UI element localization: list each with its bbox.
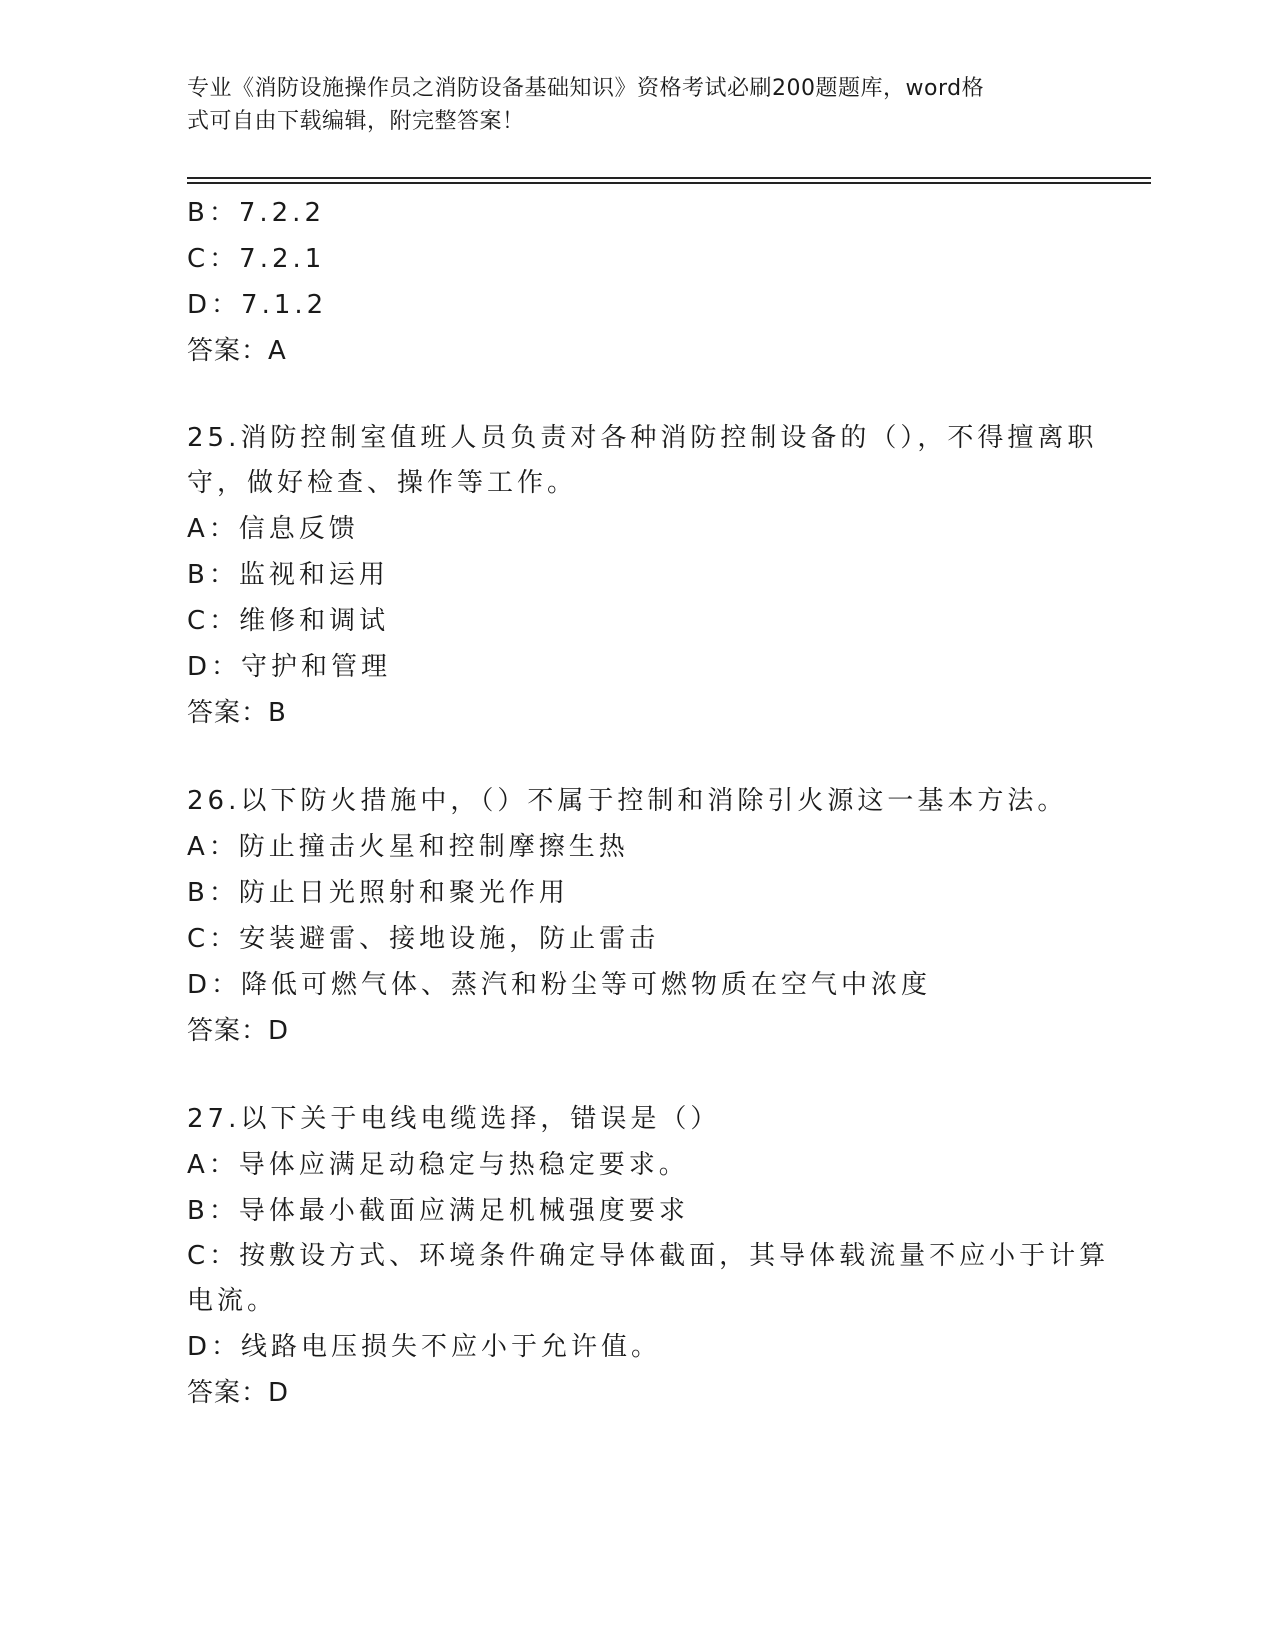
- question-stem: 26.以下防火措施中，（）不属于控制和消除引火源这一基本方法。: [187, 786, 1068, 816]
- option-d: D：7.1.2: [187, 290, 328, 320]
- header-line-1: 专业《消防设施操作员之消防设备基础知识》资格考试必刷200题题库，word格: [187, 76, 985, 101]
- question-25: [187, 416, 1098, 736]
- option-c: C：安装避雷、接地设施，防止雷击: [187, 924, 660, 954]
- option-c: C：按敷设方式、环境条件确定导体截面，其导体载流量不应小于计算: [187, 1241, 1110, 1271]
- spacer: [187, 1054, 1087, 1096]
- answer-line: 答案：B: [187, 698, 287, 728]
- option-b: B：防止日光照射和聚光作用: [187, 878, 569, 908]
- header-divider-top: [187, 177, 1151, 179]
- option-d: D：守护和管理: [187, 652, 392, 682]
- answer-line: 答案：D: [187, 1378, 290, 1408]
- prev-question-block: [187, 190, 1087, 374]
- option-c: C：7.2.1: [187, 244, 326, 274]
- question-stem: 25.消防控制室值班人员负责对各种消防控制设备的（），不得擅离职: [187, 423, 1098, 453]
- option-a: A：信息反馈: [187, 514, 359, 544]
- spacer: [187, 736, 1087, 778]
- question-27: [187, 1096, 1110, 1416]
- option-d: D：降低可燃气体、蒸汽和粉尘等可燃物质在空气中浓度: [187, 970, 932, 1000]
- option-c: C：维修和调试: [187, 606, 390, 636]
- answer-line: 答案：A: [187, 336, 287, 366]
- document-header: [187, 72, 1067, 138]
- header-line-2: 式可自由下载编辑，附完整答案！: [187, 109, 525, 134]
- question-stem: 27.以下关于电线电缆选择，错误是（）: [187, 1104, 721, 1134]
- option-b: B：7.2.2: [187, 198, 325, 228]
- option-d: D：线路电压损失不应小于允许值。: [187, 1332, 662, 1362]
- question-content: [187, 190, 1110, 1416]
- header-divider-bottom: [187, 182, 1151, 184]
- answer-line: 答案：D: [187, 1016, 290, 1046]
- spacer: [187, 374, 1087, 416]
- question-stem-continued: 守，做好检查、操作等工作。: [187, 468, 578, 498]
- option-c-continued: 电流。: [187, 1286, 278, 1316]
- question-26: [187, 778, 1087, 1054]
- option-a: A：导体应满足动稳定与热稳定要求。: [187, 1150, 689, 1180]
- option-b: B：导体最小截面应满足机械强度要求: [187, 1196, 689, 1226]
- option-b: B：监视和运用: [187, 560, 389, 590]
- option-a: A：防止撞击火星和控制摩擦生热: [187, 832, 629, 862]
